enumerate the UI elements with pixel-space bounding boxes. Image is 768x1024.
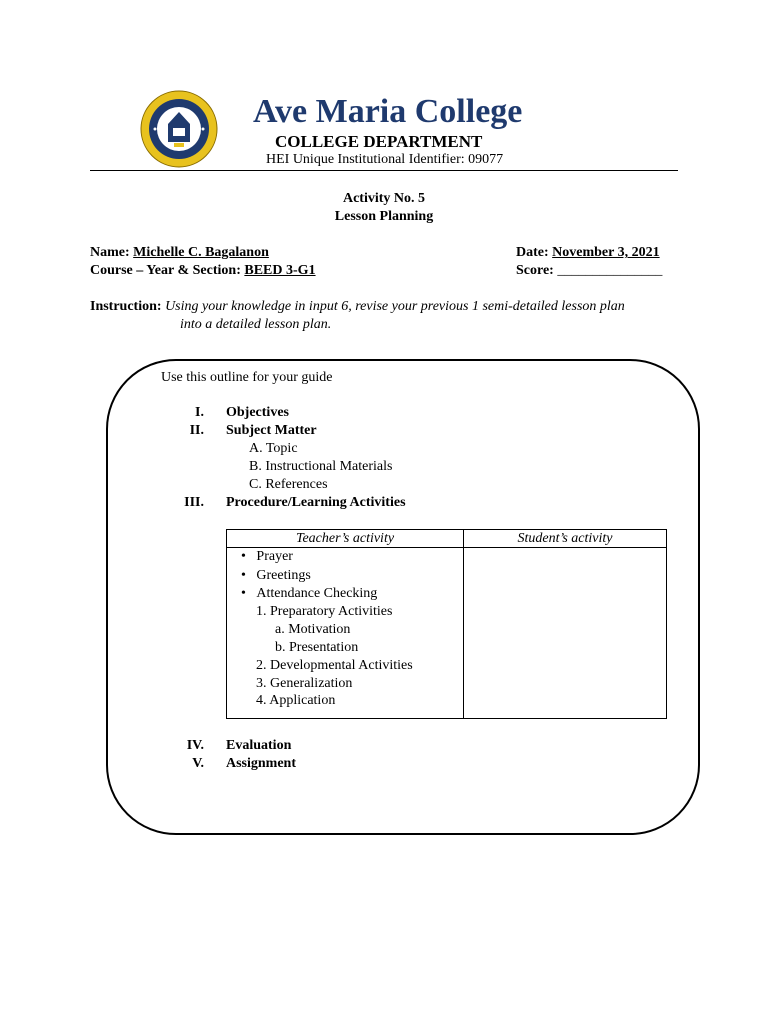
department-title: COLLEGE DEPARTMENT (275, 132, 483, 151)
date-row (516, 245, 660, 261)
section-numeral: III. (184, 495, 204, 510)
name-row (90, 245, 269, 261)
section-subject-matter: Subject Matter (226, 423, 317, 438)
course-value: BEED 3-G1 (244, 263, 316, 278)
section-assignment: Assignment (226, 756, 297, 771)
instruction-text-line1: Using your knowledge in input 6, revise your previous 1 semi-detailed lesson plan (165, 299, 625, 314)
score-label: Score: (516, 263, 554, 278)
date-label: Date: (516, 245, 549, 260)
activity-title: Lesson Planning (334, 209, 434, 224)
section-evaluation: Evaluation (226, 738, 292, 753)
instruction-label: Instruction: (90, 299, 162, 314)
student-activity-cell (464, 548, 667, 719)
numbered-item: 2. Developmental Activities (256, 658, 413, 673)
header-divider (90, 170, 678, 171)
numbered-item: 1. Preparatory Activities (256, 604, 393, 619)
subject-item-materials: B. Instructional Materials (249, 459, 393, 474)
sub-item: a. Motivation (275, 622, 351, 637)
section-numeral: V. (192, 756, 204, 771)
subject-item-topic: A. Topic (249, 441, 298, 456)
bullet-item: • Prayer (241, 549, 293, 564)
teacher-activity-cell (227, 548, 464, 719)
sub-item: b. Presentation (275, 640, 359, 655)
name-value: Michelle C. Bagalanon (133, 245, 269, 260)
section-procedure: Procedure/Learning Activities (226, 495, 406, 510)
section-numeral: II. (189, 423, 204, 438)
college-seal-logo (140, 90, 218, 168)
section-numeral: IV. (186, 738, 204, 753)
college-name: Ave Maria College (253, 93, 523, 130)
student-activity-header: Student’s activity (464, 530, 667, 548)
course-label: Course – Year & Section: (90, 263, 241, 278)
section-numeral: I. (195, 405, 204, 420)
date-value: November 3, 2021 (552, 245, 660, 260)
score-row (516, 263, 662, 279)
numbered-item: 4. Application (256, 693, 336, 708)
instruction-row (90, 299, 625, 315)
institution-identifier: HEI Unique Institutional Identifier: 09077 (266, 152, 504, 167)
section-objectives: Objectives (226, 405, 289, 420)
bullet-item: • Attendance Checking (241, 586, 378, 601)
outline-intro: Use this outline for your guide (161, 370, 333, 385)
name-label: Name: (90, 245, 130, 260)
course-row (90, 263, 316, 279)
numbered-item: 3. Generalization (256, 676, 353, 691)
activity-table (226, 529, 667, 719)
instruction-text-line2: into a detailed lesson plan. (180, 317, 332, 332)
teacher-activity-header: Teacher’s activity (227, 530, 464, 548)
bullet-item: • Greetings (241, 568, 311, 583)
score-blank: _______________ (557, 263, 663, 278)
activity-number: Activity No. 5 (342, 191, 426, 206)
subject-item-references: C. References (249, 477, 328, 492)
